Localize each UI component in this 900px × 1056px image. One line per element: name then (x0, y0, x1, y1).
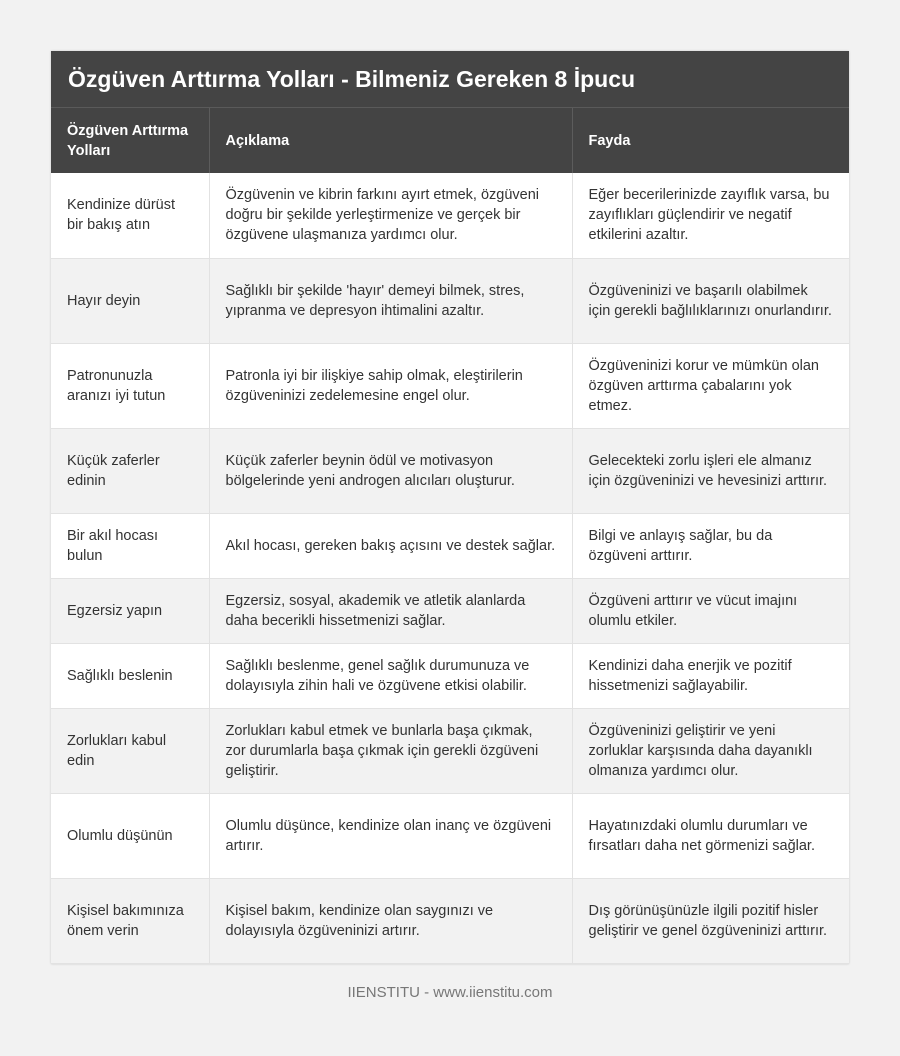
footer-credit: IIENSTITU - www.iienstitu.com (347, 984, 553, 1001)
cell-benefit: Hayatınızdaki olumlu durumları ve fırsatları daha net görmenizi sağlar. (572, 793, 849, 878)
cell-benefit: Özgüveninizi korur ve mümkün olan özgüven arttırma çabalarını yok etmez. (572, 343, 849, 428)
table-row (51, 343, 849, 428)
table-row (51, 643, 849, 708)
cell-description: Sağlıklı bir şekilde 'hayır' demeyi bilmek, stres, yıpranma ve depresyon ihtimalini azaltır. (209, 258, 572, 343)
column-header-benefit: Fayda (572, 108, 849, 173)
cell-way: Kendinize dürüst bir bakış atın (51, 173, 209, 258)
cell-description: Akıl hocası, gereken bakış açısını ve destek sağlar. (209, 513, 572, 578)
cell-description: Küçük zaferler beynin ödül ve motivasyon bölgelerinde yeni androgen alıcıları oluşturur. (209, 428, 572, 513)
cell-benefit: Özgüveninizi ve başarılı olabilmek için gerekli bağlılıklarınızı onurlandırır. (572, 258, 849, 343)
cell-description: Özgüvenin ve kibrin farkını ayırt etmek, özgüveni doğru bir şekilde yerleştirmenize ve gerçek bir özgüvene ulaşmanıza yardımcı olur. (209, 173, 572, 258)
cell-description: Patronla iyi bir ilişkiye sahip olmak, eleştirilerin özgüveninizi zedelemesine engel olur. (209, 343, 572, 428)
table-row (51, 708, 849, 793)
table-row (51, 793, 849, 878)
cell-way: Egzersiz yapın (51, 578, 209, 643)
cell-description: Egzersiz, sosyal, akademik ve atletik alanlarda daha becerikli hissetmenizi sağlar. (209, 578, 572, 643)
table-row (51, 578, 849, 643)
cell-benefit: Kendinizi daha enerjik ve pozitif hissetmenizi sağlayabilir. (572, 643, 849, 708)
cell-way: Bir akıl hocası bulun (51, 513, 209, 578)
cell-description: Sağlıklı beslenme, genel sağlık durumunuza ve dolayısıyla zihin hali ve özgüvene etkisi olabilir. (209, 643, 572, 708)
cell-benefit: Özgüveninizi geliştirir ve yeni zorluklar karşısında daha dayanıklı olmanıza yardımcı olur. (572, 708, 849, 793)
table-header-row (51, 108, 849, 173)
table-row (51, 513, 849, 578)
column-header-description: Açıklama (209, 108, 572, 173)
table-row (51, 173, 849, 258)
cell-way: Olumlu düşünün (51, 793, 209, 878)
cell-way: Kişisel bakımınıza önem verin (51, 878, 209, 963)
table-row (51, 428, 849, 513)
cell-benefit: Dış görünüşünüzle ilgili pozitif hisler geliştirir ve genel özgüveninizi arttırır. (572, 878, 849, 963)
tips-table (51, 108, 849, 964)
table-row (51, 258, 849, 343)
cell-description: Kişisel bakım, kendinize olan saygınızı ve dolayısıyla özgüveninizi artırır. (209, 878, 572, 963)
cell-benefit: Özgüveni arttırır ve vücut imajını olumlu etkiler. (572, 578, 849, 643)
table-row (51, 878, 849, 963)
cell-benefit: Bilgi ve anlayış sağlar, bu da özgüveni arttırır. (572, 513, 849, 578)
cell-benefit: Eğer becerilerinizde zayıflık varsa, bu zayıflıkları güçlendirir ve negatif etkilerini azaltır. (572, 173, 849, 258)
cell-way: Sağlıklı beslenin (51, 643, 209, 708)
cell-description: Olumlu düşünce, kendinize olan inanç ve özgüveni artırır. (209, 793, 572, 878)
tips-card (51, 51, 849, 964)
cell-way: Patronunuzla aranızı iyi tutun (51, 343, 209, 428)
page-title: Özgüven Arttırma Yolları - Bilmeniz Gereken 8 İpucu (51, 51, 849, 108)
cell-description: Zorlukları kabul etmek ve bunlarla başa çıkmak, zor durumlarla başa çıkmak için gerekli özgüveni geliştirir. (209, 708, 572, 793)
cell-way: Hayır deyin (51, 258, 209, 343)
cell-way: Küçük zaferler edinin (51, 428, 209, 513)
cell-benefit: Gelecekteki zorlu işleri ele almanız için özgüveninizi ve hevesinizi arttırır. (572, 428, 849, 513)
column-header-way: Özgüven Arttırma Yolları (51, 108, 209, 173)
cell-way: Zorlukları kabul edin (51, 708, 209, 793)
